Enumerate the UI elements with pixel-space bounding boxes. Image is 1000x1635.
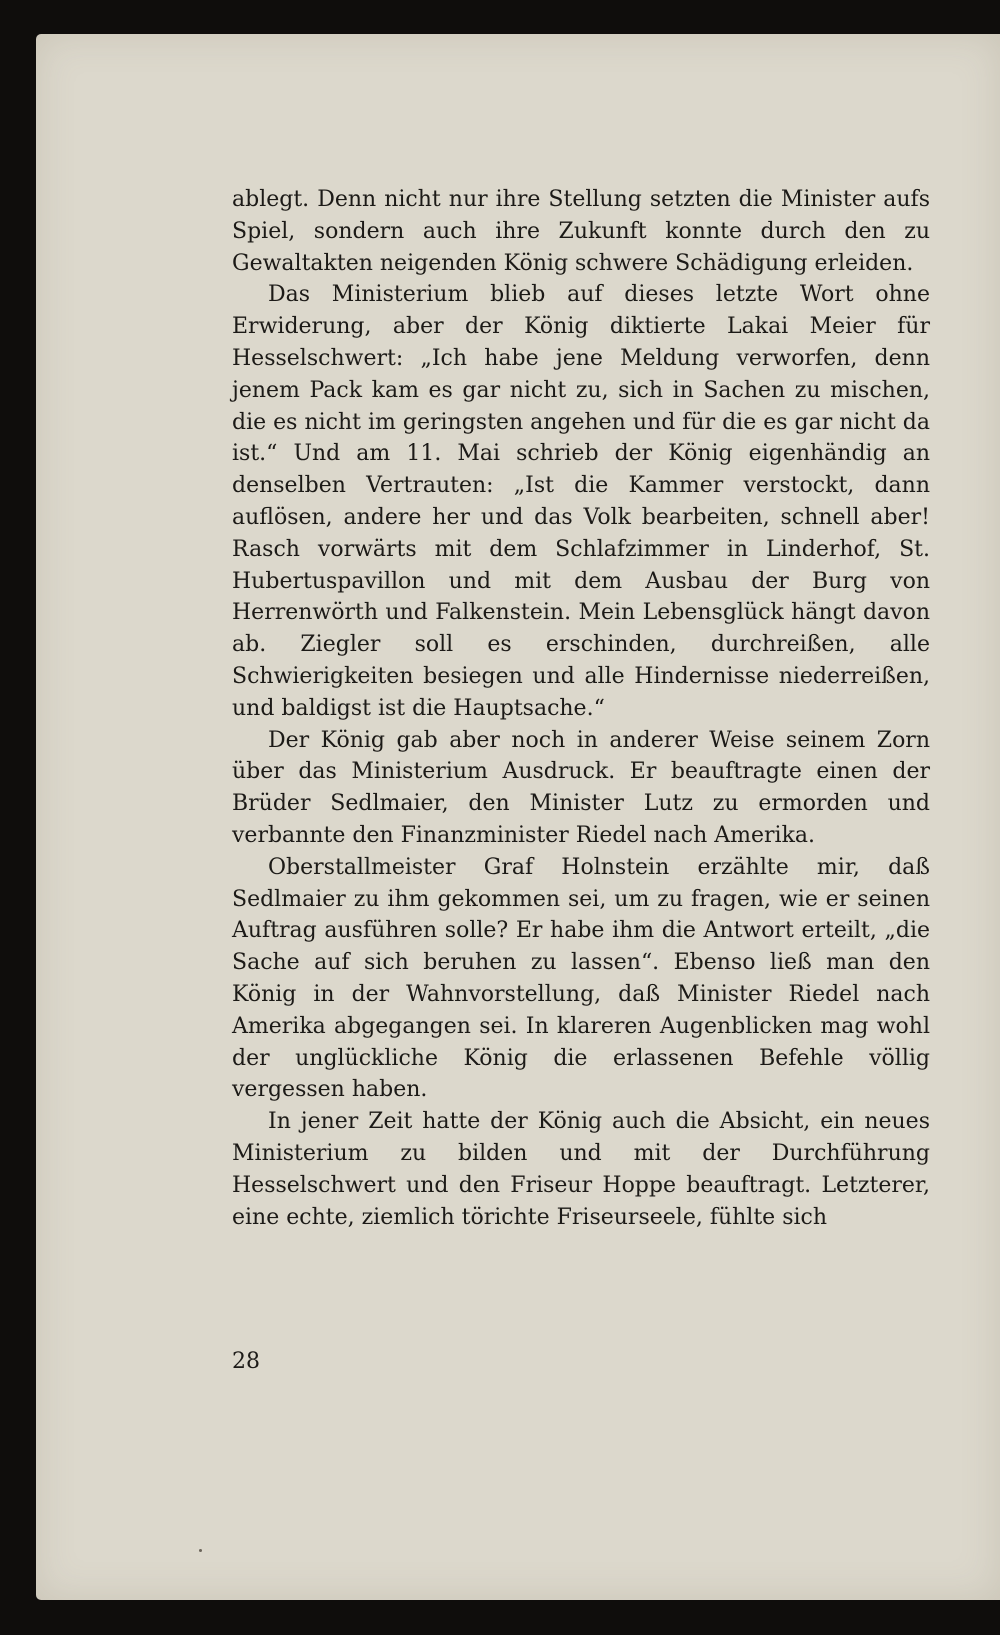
book-page <box>36 34 1000 1600</box>
paragraph-4: Oberstallmeister Graf Holnstein erzählte mir, daß Sedlmaier zu ihm gekommen sei, um zu fragen, wie er seinen Auftrag ausführen solle? Er habe ihm die Antwort erteilt, „die Sache auf sich beruhen zu lassen“. Ebenso ließ man den König in der Wahnvorstellung, daß Minister Riedel nach Amerika abgegangen sei. In klareren Augenblicken mag wohl der unglückliche König die erlassenen Befehle völlig vergessen haben. <box>232 854 930 1103</box>
paragraph-5: In jener Zeit hatte der König auch die Absicht, ein neues Ministerium zu bilden und mit der Durchführung Hesselschwert und den Friseur Hoppe beauftragt. Letzterer, eine echte, ziemlich törichte Friseurseele, fühlte sich <box>232 1109 930 1230</box>
paragraph-1: ablegt. Denn nicht nur ihre Stellung setzten die Minister aufs Spiel, sondern auch ihre Zukunft konnte durch den zu Gewaltakten neigenden König schwere Schädigung erleiden. <box>232 187 930 276</box>
page-number: 28 <box>232 1349 260 1374</box>
body-text <box>232 184 930 1233</box>
paragraph-2: Das Ministerium blieb auf dieses letzte Wort ohne Erwiderung, aber der König diktierte Lakai Meier für Hesselschwert: „Ich habe jene Meldung verworfen, denn jenem Pack kam es gar nicht zu, sich in Sachen zu mischen, die es nicht im geringsten angehen und für die es gar nicht da ist.“ Und am 11. Mai schrieb der König eigenhändig an denselben Vertrauten: „Ist die Kammer verstockt, dann auflösen, andere her und das Volk bearbeiten, schnell aber! Rasch vorwärts mit dem Schlafzimmer in Linderhof, St. Hubertuspavillon und mit dem Ausbau der Burg von Herrenwörth und Falkenstein. Mein Lebensglück hängt davon ab. Ziegler soll es erschinden, durchreißen, alle Schwierigkeiten besiegen und alle Hindernisse niederreißen, und baldigst ist die Hauptsache.“ <box>232 282 930 721</box>
paragraph-3: Der König gab aber noch in anderer Weise seinem Zorn über das Ministerium Ausdruck. Er beauftragte einen der Brüder Sedlmaier, den Minister Lutz zu ermorden und verbannte den Finanzminister Riedel nach Amerika. <box>232 727 930 848</box>
paper-speck <box>199 1549 202 1552</box>
